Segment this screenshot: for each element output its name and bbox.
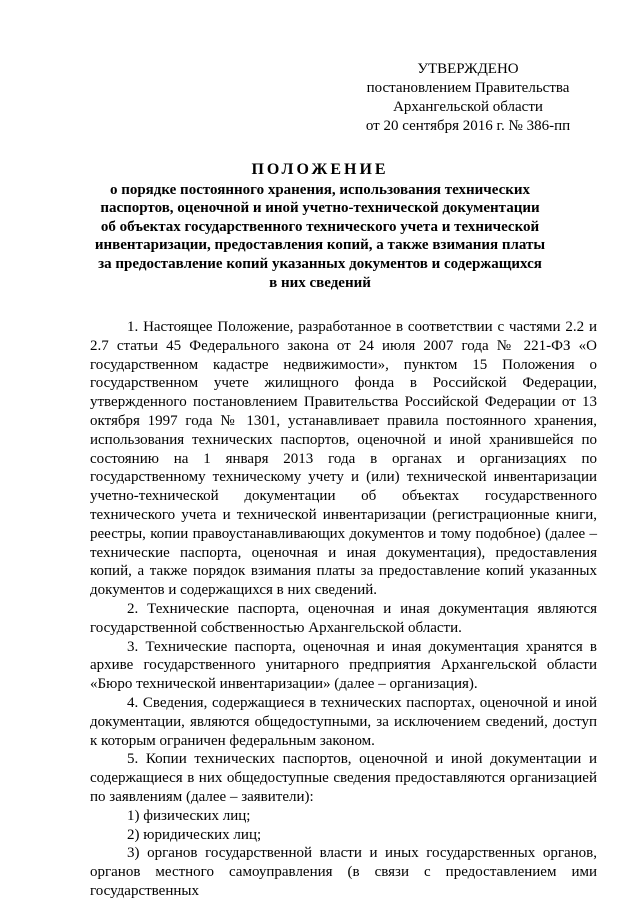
paragraph-4: 4. Сведения, содержащиеся в технических паспортах, оценочной и иной документации, являются общедоступными, за исключением сведений, доступ к которым ограничен федеральным законом.: [90, 694, 597, 749]
approval-line: Архангельской области: [393, 99, 543, 115]
title-line: паспортов, оценочной и иной учетно-технической документации: [100, 200, 540, 217]
title-line: инвентаризации, предоставления копий, а также взимания платы: [94, 237, 546, 254]
document-title: [60, 161, 580, 292]
title-heading: ПОЛОЖЕНИЕ: [251, 161, 389, 178]
paragraph-3: 3. Технические паспорта, оценочная и иная документация хранятся в архиве государственного унитарного предприятия Архангельской области «Бюро технической инвентаризации» (далее – организация).: [90, 638, 597, 693]
paragraph-1: 1. Настоящее Положение, разработанное в соответствии с частями 2.2 и 2.7 статьи 45 Федерального закона от 24 июля 2007 года № 221-ФЗ «О государственном кадастре недвижимости», пунктом 15 Положения о государственном учете жилищного фонда в Российской Федерации, утвержденного постановлением Правительства Российской Федерации от 13 октября 1997 года № 1301, устанавливает правила постоянного хранения, использования технических паспортов, оценочной и иной хранившейся по состоянию на 1 января 2013 года в органах и организациях по государственному техническому учету и (или) технической инвентаризации учетно-технической документации об объектах государственного технического учета и технической инвентаризации (регистрационные книги, реестры, копии правоустанавливающих документов и тому подобное) (далее – технические паспорта, оценочная и иная документация), предоставления копий, а также порядок взимания платы за предоставление копий указанных документов и содержащихся в них сведений.: [90, 319, 597, 599]
title-line: об объектах государственного технического учета и технической: [100, 218, 540, 235]
list-item-3: 3) органов государственной власти и иных государственных органов, органов местного самоуправления (в связи с предоставлением ими государственных: [90, 845, 597, 899]
paragraph-2: 2. Технические паспорта, оценочная и иная документация являются государственной собственностью Архангельской области.: [90, 600, 597, 636]
title-line: за предоставление копий указанных документов и содержащихся: [98, 255, 542, 272]
list-item-1: 1) физических лиц;: [127, 807, 251, 824]
approval-heading: УТВЕРЖДЕНО: [417, 61, 519, 77]
paragraph-5: 5. Копии технических паспортов, оценочной и иной документации и содержащиеся в них общедоступные сведения предоставляются организацией по заявлениям (далее – заявители):: [90, 751, 597, 805]
approval-date: от 20 сентября 2016 г. № 386-пп: [365, 118, 571, 134]
document-body: [90, 318, 597, 901]
approval-line: постановлением Правительства: [366, 80, 570, 96]
approval-stamp: [348, 60, 588, 136]
title-line: о порядке постоянного хранения, использования технических: [109, 181, 531, 198]
title-line: в них сведений: [269, 274, 371, 291]
list-item-2: 2) юридических лиц;: [127, 826, 262, 843]
